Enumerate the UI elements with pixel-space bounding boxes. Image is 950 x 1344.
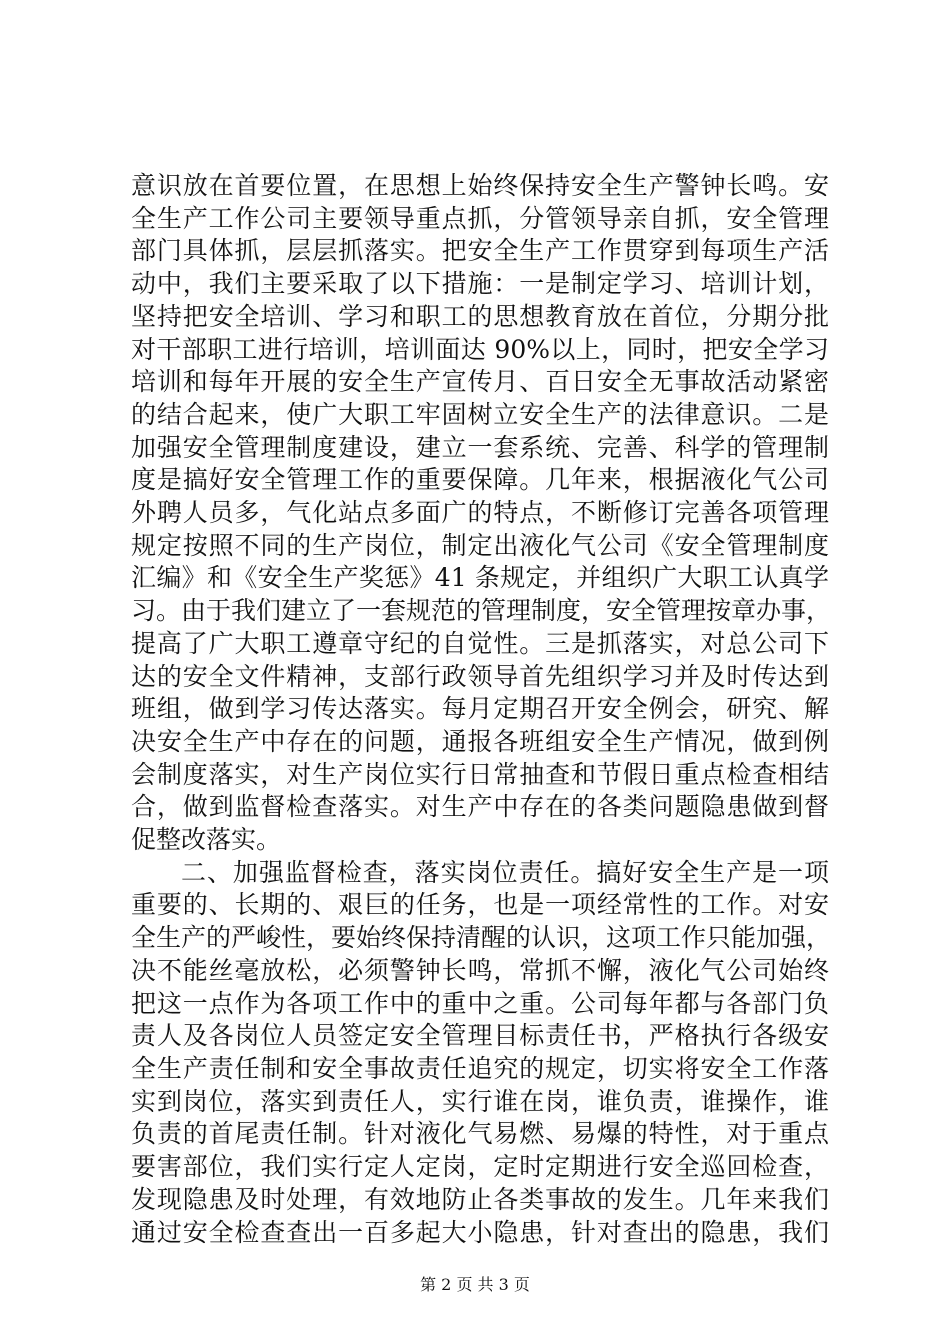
text-line: 全生产责任制和安全事故责任追究的规定，切实将安全工作落 xyxy=(131,1053,829,1083)
text-line: 把这一点作为各项工作中的重中之重。公司每年都与各部门负 xyxy=(131,988,829,1018)
text-line: 对干部职工进行培训，培训面达 90%以上，同时，把安全学习 xyxy=(131,334,829,364)
text-line: 全生产工作公司主要领导重点抓，分管领导亲自抓，安全管理 xyxy=(131,203,829,233)
text-line: 意识放在首要位置，在思想上始终保持安全生产警钟长鸣。安 xyxy=(131,171,829,200)
text-line: 班组，做到学习传达落实。每月定期召开安全例会，研究、解 xyxy=(131,694,829,724)
text-line: 发现隐患及时处理，有效地防止各类事故的发生。几年来我们 xyxy=(131,1184,829,1214)
text-line: 外聘人员多，气化站点多面广的特点，不断修订完善各项管理 xyxy=(131,498,829,528)
text-line: 负责的首尾责任制。针对液化气易燃、易爆的特性，对于重点 xyxy=(131,1119,829,1149)
paragraph-start-line: 二、加强监督检查，落实岗位责任。搞好安全生产是一项 xyxy=(181,857,829,887)
text-line: 决不能丝毫放松，必须警钟长鸣，常抓不懈，液化气公司始终 xyxy=(131,955,829,985)
text-line: 汇编》和《安全生产奖惩》41 条规定，并组织广大职工认真学 xyxy=(131,563,829,593)
text-line: 合，做到监督检查落实。对生产中存在的各类问题隐患做到督 xyxy=(131,792,829,822)
text-line: 部门具体抓，层层抓落实。把安全生产工作贯穿到每项生产活 xyxy=(131,236,829,266)
text-line: 重要的、长期的、艰巨的任务，也是一项经常性的工作。对安 xyxy=(131,890,829,920)
text-line: 决安全生产中存在的问题，通报各班组安全生产情况，做到例 xyxy=(131,726,829,756)
text-line: 培训和每年开展的安全生产宣传月、百日安全无事故活动紧密 xyxy=(131,367,829,397)
page-footer: 第 2 页 共 3 页 xyxy=(420,1275,530,1294)
text-line: 达的安全文件精神，支部行政领导首先组织学习并及时传达到 xyxy=(131,661,829,691)
text-line: 规定按照不同的生产岗位，制定出液化气公司《安全管理制度 xyxy=(131,530,829,560)
text-line: 全生产的严峻性，要始终保持清醒的认识，这项工作只能加强， xyxy=(131,923,832,953)
text-line: 的结合起来，使广大职工牢固树立安全生产的法律意识。二是 xyxy=(131,399,829,429)
text-line: 会制度落实，对生产岗位实行日常抽查和节假日重点检查相结 xyxy=(131,759,829,789)
text-line: 坚持把安全培训、学习和职工的思想教育放在首位，分期分批 xyxy=(131,301,829,331)
text-line: 动中，我们主要采取了以下措施：一是制定学习、培训计划， xyxy=(131,269,829,299)
text-line: 通过安全检查查出一百多起大小隐患，针对查出的隐患，我们 xyxy=(131,1217,829,1247)
text-line: 加强安全管理制度建设，建立一套系统、完善、科学的管理制 xyxy=(131,432,829,462)
text-line: 促整改落实。 xyxy=(131,825,282,855)
text-line: 责人及各岗位人员签定安全管理目标责任书，严格执行各级安 xyxy=(131,1021,829,1051)
text-line: 度是搞好安全管理工作的重要保障。几年来，根据液化气公司 xyxy=(131,465,829,495)
text-line: 要害部位，我们实行定人定岗，定时定期进行安全巡回检查， xyxy=(131,1152,829,1182)
text-line: 提高了广大职工遵章守纪的自觉性。三是抓落实，对总公司下 xyxy=(131,628,829,658)
body-text xyxy=(131,170,832,1249)
text-line: 习。由于我们建立了一套规范的管理制度，安全管理按章办事， xyxy=(131,596,832,626)
text-line: 实到岗位，落实到责任人，实行谁在岗，谁负责，谁操作，谁 xyxy=(131,1086,829,1116)
